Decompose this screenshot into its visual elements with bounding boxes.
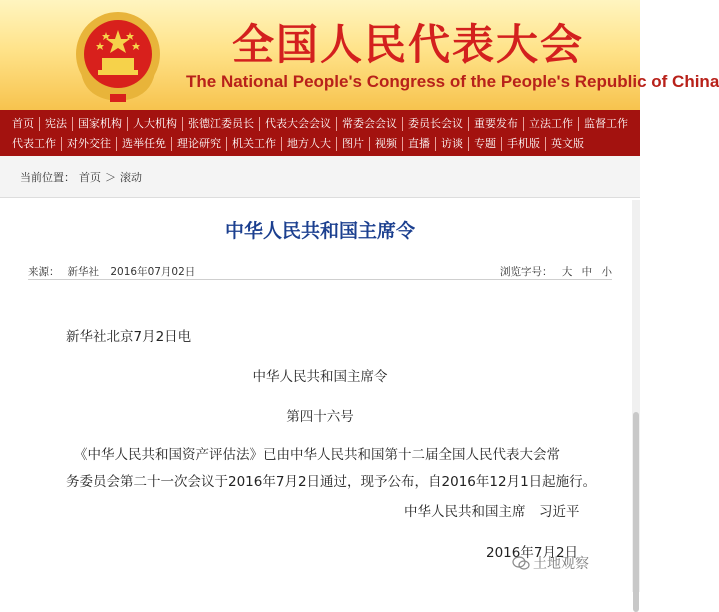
- page-scrollbar[interactable]: [632, 200, 640, 592]
- nav-item[interactable]: 机关工作: [227, 137, 282, 151]
- nav-item[interactable]: 访谈: [436, 137, 469, 151]
- nav-item[interactable]: 直播: [403, 137, 436, 151]
- breadcrumb-label: 当前位置：: [20, 170, 75, 184]
- wechat-icon: [512, 556, 530, 570]
- article-signature: 中华人民共和国主席 习近平: [404, 504, 580, 520]
- breadcrumb: [0, 156, 640, 198]
- nav-item[interactable]: 监督工作: [584, 116, 628, 130]
- nav-item[interactable]: 英文版: [551, 136, 584, 150]
- nav-item[interactable]: 宪法: [40, 117, 73, 131]
- site-banner: [0, 0, 719, 110]
- nav-item[interactable]: 首页: [0, 117, 40, 131]
- breadcrumb-separator: ＞: [105, 170, 116, 184]
- article-title: 中华人民共和国主席令: [224, 220, 415, 242]
- order-number: 第四十六号: [286, 409, 354, 425]
- nav-item[interactable]: 张德江委员长: [183, 117, 260, 131]
- font-size-medium-button[interactable]: 中: [581, 266, 593, 278]
- nav-row-2: [0, 132, 640, 155]
- scrollbar-thumb[interactable]: [633, 412, 639, 612]
- font-size-small-button[interactable]: 小: [601, 266, 612, 278]
- nav-item[interactable]: 立法工作: [524, 117, 579, 131]
- nav-item[interactable]: 图片: [337, 137, 370, 151]
- nav-item[interactable]: 选举任免: [117, 137, 172, 151]
- nav-item[interactable]: 地方人大: [282, 137, 337, 151]
- nav-item[interactable]: 委员长会议: [403, 117, 469, 131]
- breadcrumb-current-link[interactable]: 滚动: [120, 170, 142, 184]
- nav-item[interactable]: 专题: [469, 137, 502, 151]
- nav-item[interactable]: 常委会会议: [337, 117, 403, 131]
- nav-item[interactable]: 代表工作: [0, 137, 62, 151]
- publish-date: 2016年07月02日: [110, 266, 196, 278]
- nav-item[interactable]: 国家机构: [73, 117, 128, 131]
- nav-item[interactable]: 重要发布: [469, 117, 524, 131]
- site-title-cn: 全国人民代表大会: [232, 20, 585, 69]
- site-title-en: The National People's Congress of the People's Republic of China: [186, 72, 719, 91]
- nav-item[interactable]: 理论研究: [172, 137, 227, 151]
- nav-item[interactable]: 对外交往: [62, 137, 117, 151]
- font-size-label: 浏览字号：: [499, 266, 553, 278]
- font-size-large-button[interactable]: 大: [561, 266, 573, 278]
- nav-item[interactable]: 视频: [370, 137, 403, 151]
- nav-item[interactable]: 手机版: [502, 137, 546, 151]
- source-value: 新华社: [67, 266, 99, 278]
- breadcrumb-home-link[interactable]: 首页: [79, 170, 101, 184]
- order-title: 中华人民共和国主席令: [252, 369, 388, 385]
- nav-item[interactable]: 代表大会会议: [260, 117, 337, 131]
- article-dateline: 新华社北京7月2日电: [66, 329, 192, 345]
- national-emblem-icon: [70, 8, 166, 104]
- article-sign-date: 2016年7月2日: [486, 545, 579, 561]
- nav-item[interactable]: 人大机构: [128, 117, 183, 131]
- main-nav: [0, 110, 640, 156]
- article-body-line: 务委员会第二十一次会议于2016年7月2日通过，现予公布，自2016年12月1日起施行。: [66, 474, 597, 490]
- article-body-line: 《中华人民共和国资产评估法》已由中华人民共和国第十二届全国人民代表大会常: [74, 447, 560, 463]
- watermark-text: 土地观察: [533, 556, 589, 572]
- article-meta: [28, 258, 612, 280]
- watermark: [512, 553, 589, 573]
- source-label: 来源：: [28, 266, 60, 278]
